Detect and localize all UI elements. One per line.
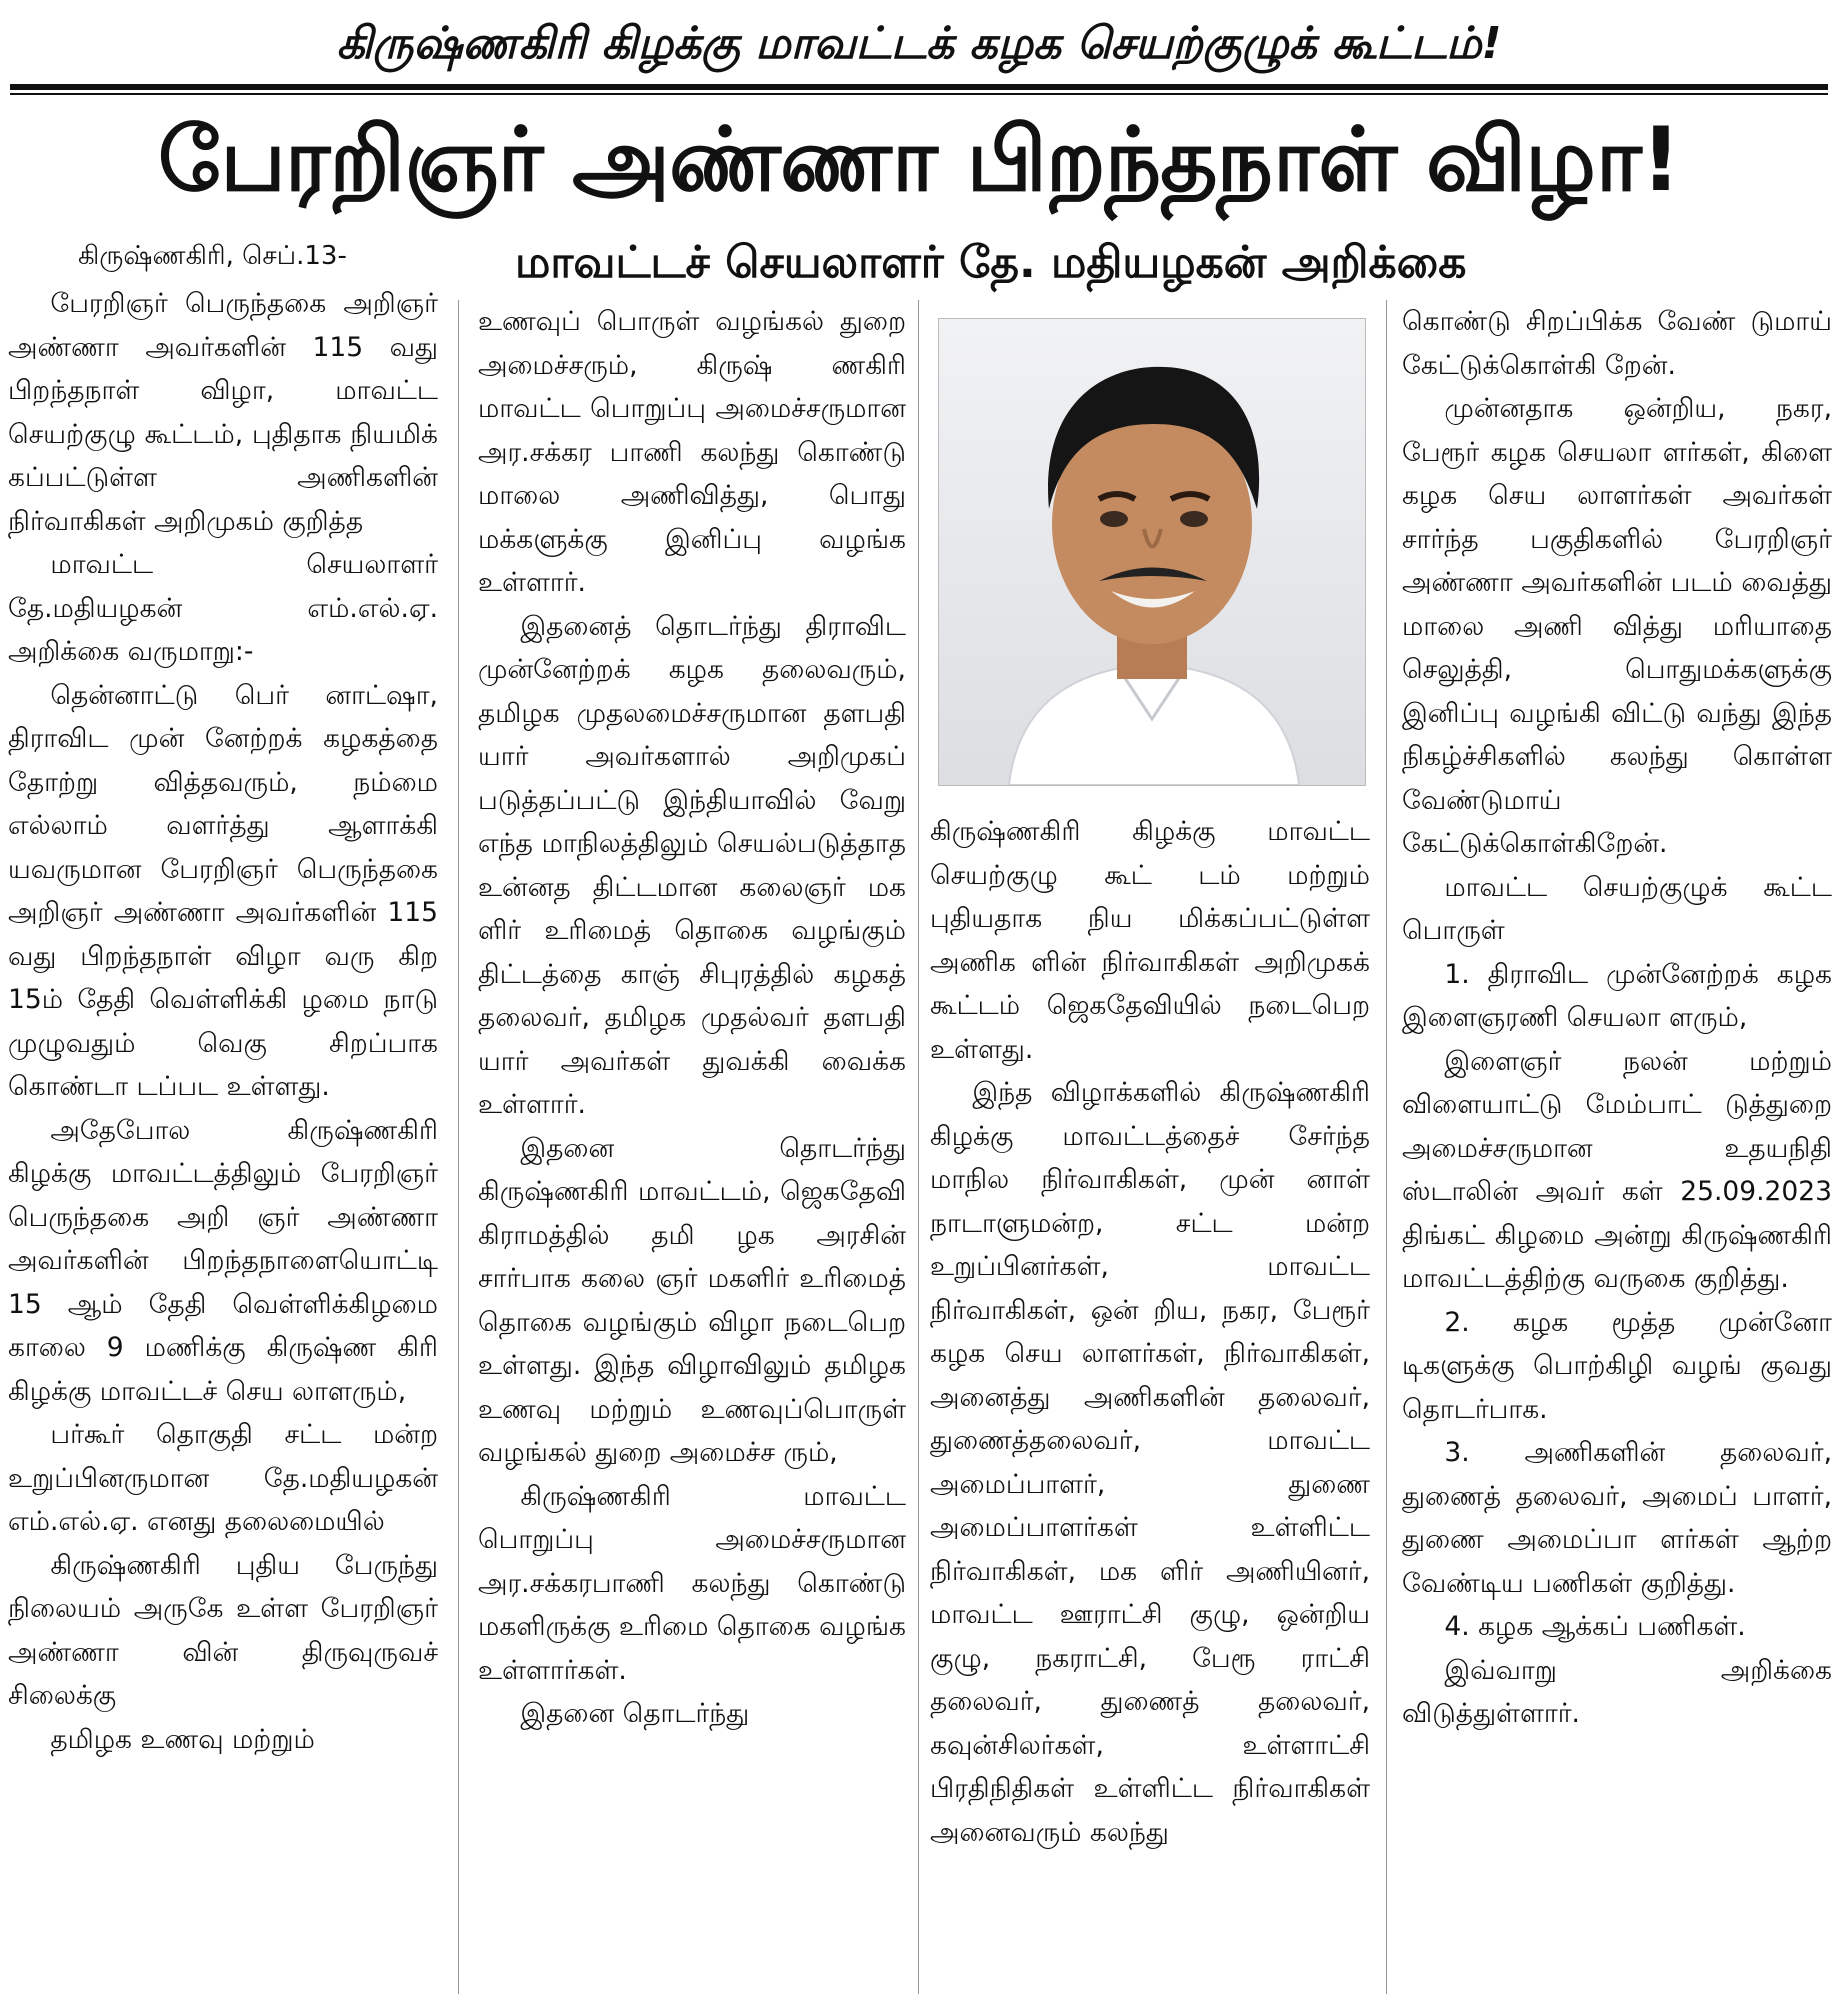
portrait-photo (938, 318, 1366, 786)
portrait-illustration (939, 319, 1365, 785)
paragraph: மாவட்ட செயற்குழுக் கூட்ட பொருள் (1402, 871, 1832, 946)
paragraph: கிருஷ்ணகிரி கிழக்கு மாவட்ட செயற்குழு கூட் டம் மற்றும் புதியதாக நிய மிக்கப்பட்டுள்ள அணிக ளின் நிர்வாகிகள் அறிமுகக் கூட்டம் ஜெகதேவியில் நடைபெற உள்ளது. (930, 816, 1370, 1065)
paragraph: இதனைத் தொடர்ந்து திராவிட முன்னேற்றக் கழக தலைவரும், தமிழக முதலமைச்சருமான தளபதி யார் அவர்களால் அறிமுகப் படுத்தப்பட்டு இந்தியாவில் வேறு எந்த மாநிலத்திலும் செயல்படுத்தாத உன்னத திட்டமான கலைஞர் மக ளிர் உரிமைத் தொகை வழங்கும் திட்டத்தை காஞ் சிபுரத்தில் கழகத் தலைவர், தமிழக முதல்வர் தளபதி யார் அவர்கள் துவக்கி வைக்க உள்ளார். (478, 610, 906, 1120)
paragraph: 2. கழக மூத்த முன்னோ டிகளுக்கு பொற்கிழி வழங் குவது தொடர்பாக. (1402, 1306, 1832, 1425)
paragraph: இதனை தொடர்ந்து கிருஷ்ணகிரி மாவட்டம், ஜெகதேவி கிராமத்தில் தமி ழக அரசின் சார்பாக கலை ஞர் மகளிர் உரிமைத் தொகை வழங்கும் விழா நடைபெற உள்ளது. இந்த விழாவிலும் தமிழக உணவு மற்றும் உணவுப்பொருள் வழங்கல் துறை அமைச்ச ரும், (478, 1132, 906, 1468)
paragraph: இதனை தொடர்ந்து (520, 1698, 750, 1729)
paragraph: 4. கழக ஆக்கப் பணிகள். (1444, 1611, 1746, 1642)
paragraph: இவ்வாறு அறிக்கை விடுத்துள்ளார். (1402, 1654, 1832, 1729)
article-column-1 (8, 282, 438, 1994)
paragraph: தமிழக உணவு மற்றும் (50, 1723, 315, 1755)
paragraph: இந்த விழாக்களில் கிருஷ்ணகிரி கிழக்கு மாவட்டத்தைச் சேர்ந்த மாநில நிர்வாகிகள், முன் னாள் நாடாளுமன்ற, சட்ட மன்ற உறுப்பினர்கள், மாவட்ட நிர்வாகிகள், ஒன் றிய, நகர, பேரூர் கழக செய லாளர்கள், நிர்வாகிகள், அனைத்து அணிகளின் தலைவர், துணைத்தலைவர், மாவட்ட அமைப்பாளர், துணை அமைப்பாளர்கள் உள்ளிட்ட நிர்வாகிகள், மக ளிர் அணியினர், மாவட்ட ஊராட்சி குழு, ஒன்றிய குழு, நகராட்சி, பேரூ ராட்சி தலைவர், துணைத் தலைவர், கவுன்சிலர்கள், உள்ளாட்சி பிரதிநிதிகள் உள்ளிட்ட நிர்வாகிகள் அனைவரும் கலந்து (930, 1077, 1370, 1848)
paragraph: தென்னாட்டு பெர் னாட்ஷா, திராவிட முன் னேற்றக் கழகத்தை தோற்று வித்தவரும், நம்மை எல்லாம் வளர்த்து ஆளாக்கி யவருமான பேரறிஞர் பெருந்தகை அறிஞர் அண்ணா அவர்களின் 115 வது பிறந்தநாள் விழா வரு கிற 15ம் தேதி வெள்ளிக்கி ழமை நாடு முழுவதும் வெகு சிறப்பாக கொண்டா டப்பட உள்ளது. (8, 679, 438, 1102)
paragraph: பர்கூர் தொகுதி சட்ட மன்ற உறுப்பினருமான தே.மதியழகன் எம்.எல்.ஏ. எனது தலைமையில் (8, 1419, 438, 1537)
paragraph: கொண்டு சிறப்பிக்க வேண் டுமாய் கேட்டுக்கொள்கி றேன். (1402, 306, 1832, 381)
column-divider (458, 300, 459, 1994)
paragraph: கிருஷ்ணகிரி மாவட்ட பொறுப்பு அமைச்சருமான அர.சக்கரபாணி கலந்து கொண்டு மகளிருக்கு உரிமை தொகை வழங்க உள்ளார்கள். (478, 1480, 906, 1686)
heading-rule-thin (10, 93, 1828, 95)
article-column-4 (1402, 300, 1832, 1994)
paragraph: அதேபோல கிருஷ்ணகிரி கிழக்கு மாவட்டத்திலும் பேரறிஞர் பெருந்தகை அறி ஞர் அண்ணா அவர்களின் பிறந்தநாளையொட்டி 15 ஆம் தேதி வெள்ளிக்கிழமை காலை 9 மணிக்கு கிருஷ்ண கிரி கிழக்கு மாவட்டச் செய லாளரும், (8, 1114, 438, 1407)
paragraph: உணவுப் பொருள் வழங்கல் துறை அமைச்சரும், கிருஷ் ணகிரி மாவட்ட பொறுப்பு அமைச்சருமான அர.சக்கர பாணி கலந்து கொண்டு மாலை அணிவித்து, பொது மக்களுக்கு இனிப்பு வழங்க உள்ளார். (478, 306, 906, 598)
paragraph: பேரறிஞர் பெருந்தகை அறிஞர் அண்ணா அவர்களின் 115 வது பிறந்தநாள் விழா, மாவட்ட செயற்குழு கூட்டம், புதிதாக நியமிக் கப்பட்டுள்ள அணிகளின் நிர்வாகிகள் அறிமுகம் குறித்த (8, 288, 438, 537)
paragraph: 1. திராவிட முன்னேற்றக் கழக இளைஞரணி செயலா ளரும், (1402, 958, 1832, 1033)
heading-rule (10, 84, 1828, 90)
paragraph: முன்னதாக ஒன்றிய, நகர, பேரூர் கழக செயலா ளர்கள், கிளை கழக செய லாளர்கள் அவர்கள் சார்ந்த பகுதிகளில் பேரறிஞர் அண்ணா அவர்களின் படம் வைத்து மாலை அணி வித்து மரியாதை செலுத்தி, பொதுமக்களுக்கு இனிப்பு வழங்கி விட்டு வந்து இந்த நிகழ்ச்சிகளில் கலந்து கொள்ள வேண்டுமாய் கேட்டுக்கொள்கிறேன். (1402, 393, 1832, 859)
kicker-heading: கிருஷ்ணகிரி கிழக்கு மாவட்டக் கழக செயற்குழுக் கூட்டம்! (336, 18, 1502, 69)
article-column-3 (930, 810, 1370, 1994)
paragraph: இளைஞர் நலன் மற்றும் விளையாட்டு மேம்பாட் டுத்துறை அமைச்சருமான உதயநிதி ஸ்டாலின் அவர் கள் 25.09.2023 திங்கட் கிழமை அன்று கிருஷ்ணகிரி மாவட்டத்திற்கு வருகை குறித்து. (1402, 1045, 1832, 1294)
article-column-2 (478, 300, 906, 1994)
paragraph: 3. அணிகளின் தலைவர், துணைத் தலைவர், அமைப் பாளர், துணை அமைப்பா ளர்கள் ஆற்ற வேண்டிய பணிகள் குறித்து. (1402, 1437, 1832, 1599)
column-divider (1386, 300, 1387, 1994)
dateline: கிருஷ்ணகிரி, செப்.13- (78, 241, 347, 271)
byline: மாவட்டச் செயலாளர் தே. மதியழகன் அறிக்கை (515, 237, 1467, 288)
column-divider (918, 300, 919, 1994)
headline: பேரறிஞர் அண்ணா பிறந்தநாள் விழா! (157, 108, 1681, 211)
paragraph: கிருஷ்ணகிரி புதிய பேருந்து நிலையம் அருகே உள்ள பேரறிஞர் அண்ணா வின் திருவுருவச் சிலைக்கு (8, 1549, 438, 1711)
paragraph: மாவட்ட செயலாளர் தே.மதியழகன் எம்.எல்.ஏ. அறிக்கை வருமாறு:- (8, 549, 438, 667)
